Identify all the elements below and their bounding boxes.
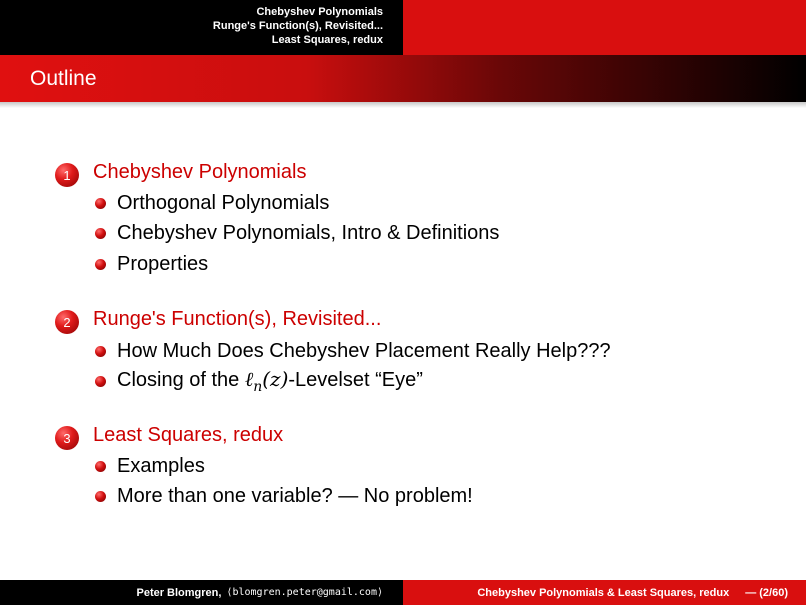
subsection-item[interactable] xyxy=(95,188,329,218)
bullet-icon xyxy=(95,491,106,502)
section-title[interactable]: Least Squares, redux xyxy=(93,424,284,446)
subsection-label-suffix: -Levelset “Eye” xyxy=(288,369,423,391)
subsection-item[interactable] xyxy=(95,249,208,279)
bullet-icon xyxy=(95,228,106,239)
section-number-badge: 2 xyxy=(55,310,79,334)
subsection-item[interactable] xyxy=(95,451,205,481)
subsection-item[interactable] xyxy=(95,481,473,511)
frame-title: Outline xyxy=(30,67,97,90)
section-title[interactable]: Runge's Function(s), Revisited... xyxy=(93,308,382,330)
subsection-item[interactable] xyxy=(95,336,611,366)
subsection-item[interactable] xyxy=(95,366,423,396)
nav-link-chebyshev[interactable]: Chebyshev Polynomials xyxy=(256,6,383,18)
bullet-icon xyxy=(95,376,106,387)
subsection-item[interactable] xyxy=(95,218,499,248)
subsection-label: More than one variable? — No problem! xyxy=(117,484,473,507)
subsection-label: Properties xyxy=(117,252,209,275)
nav-link-runge[interactable]: Runge's Function(s), Revisited... xyxy=(212,20,383,32)
bullet-icon xyxy=(95,259,106,270)
section-number-badge: 1 xyxy=(55,163,79,187)
bullet-icon xyxy=(95,461,106,472)
bullet-icon xyxy=(95,198,106,209)
footer-author-block xyxy=(0,580,403,605)
subsection-label: Chebyshev Polynomials, Intro & Definitions xyxy=(117,221,500,244)
footer-bar xyxy=(0,580,806,605)
subsection-label-prefix: Closing of the xyxy=(117,369,245,391)
subsection-label xyxy=(117,367,423,395)
footer-talk-title: Chebyshev Polynomials & Least Squares, redux xyxy=(477,586,730,599)
section-number-badge: 3 xyxy=(55,426,79,450)
subsection-label: How Much Does Chebyshev Placement Really Help??? xyxy=(117,339,611,362)
bullet-icon xyxy=(95,346,106,357)
footer-page-number: — (2/60) xyxy=(745,586,788,599)
subsection-label: Examples xyxy=(117,454,205,477)
nav-link-least-squares[interactable]: Least Squares, redux xyxy=(271,34,383,46)
footer-title-block xyxy=(403,580,806,605)
footer-author: Peter Blomgren, xyxy=(136,586,222,599)
section-title[interactable]: Chebyshev Polynomials xyxy=(93,161,307,183)
footer-email: ⟨blomgren.peter@gmail.com⟩ xyxy=(226,587,383,598)
subsection-label: Orthogonal Polynomials xyxy=(117,191,330,214)
math-expression: ℓ$_n$(z) xyxy=(244,367,289,395)
